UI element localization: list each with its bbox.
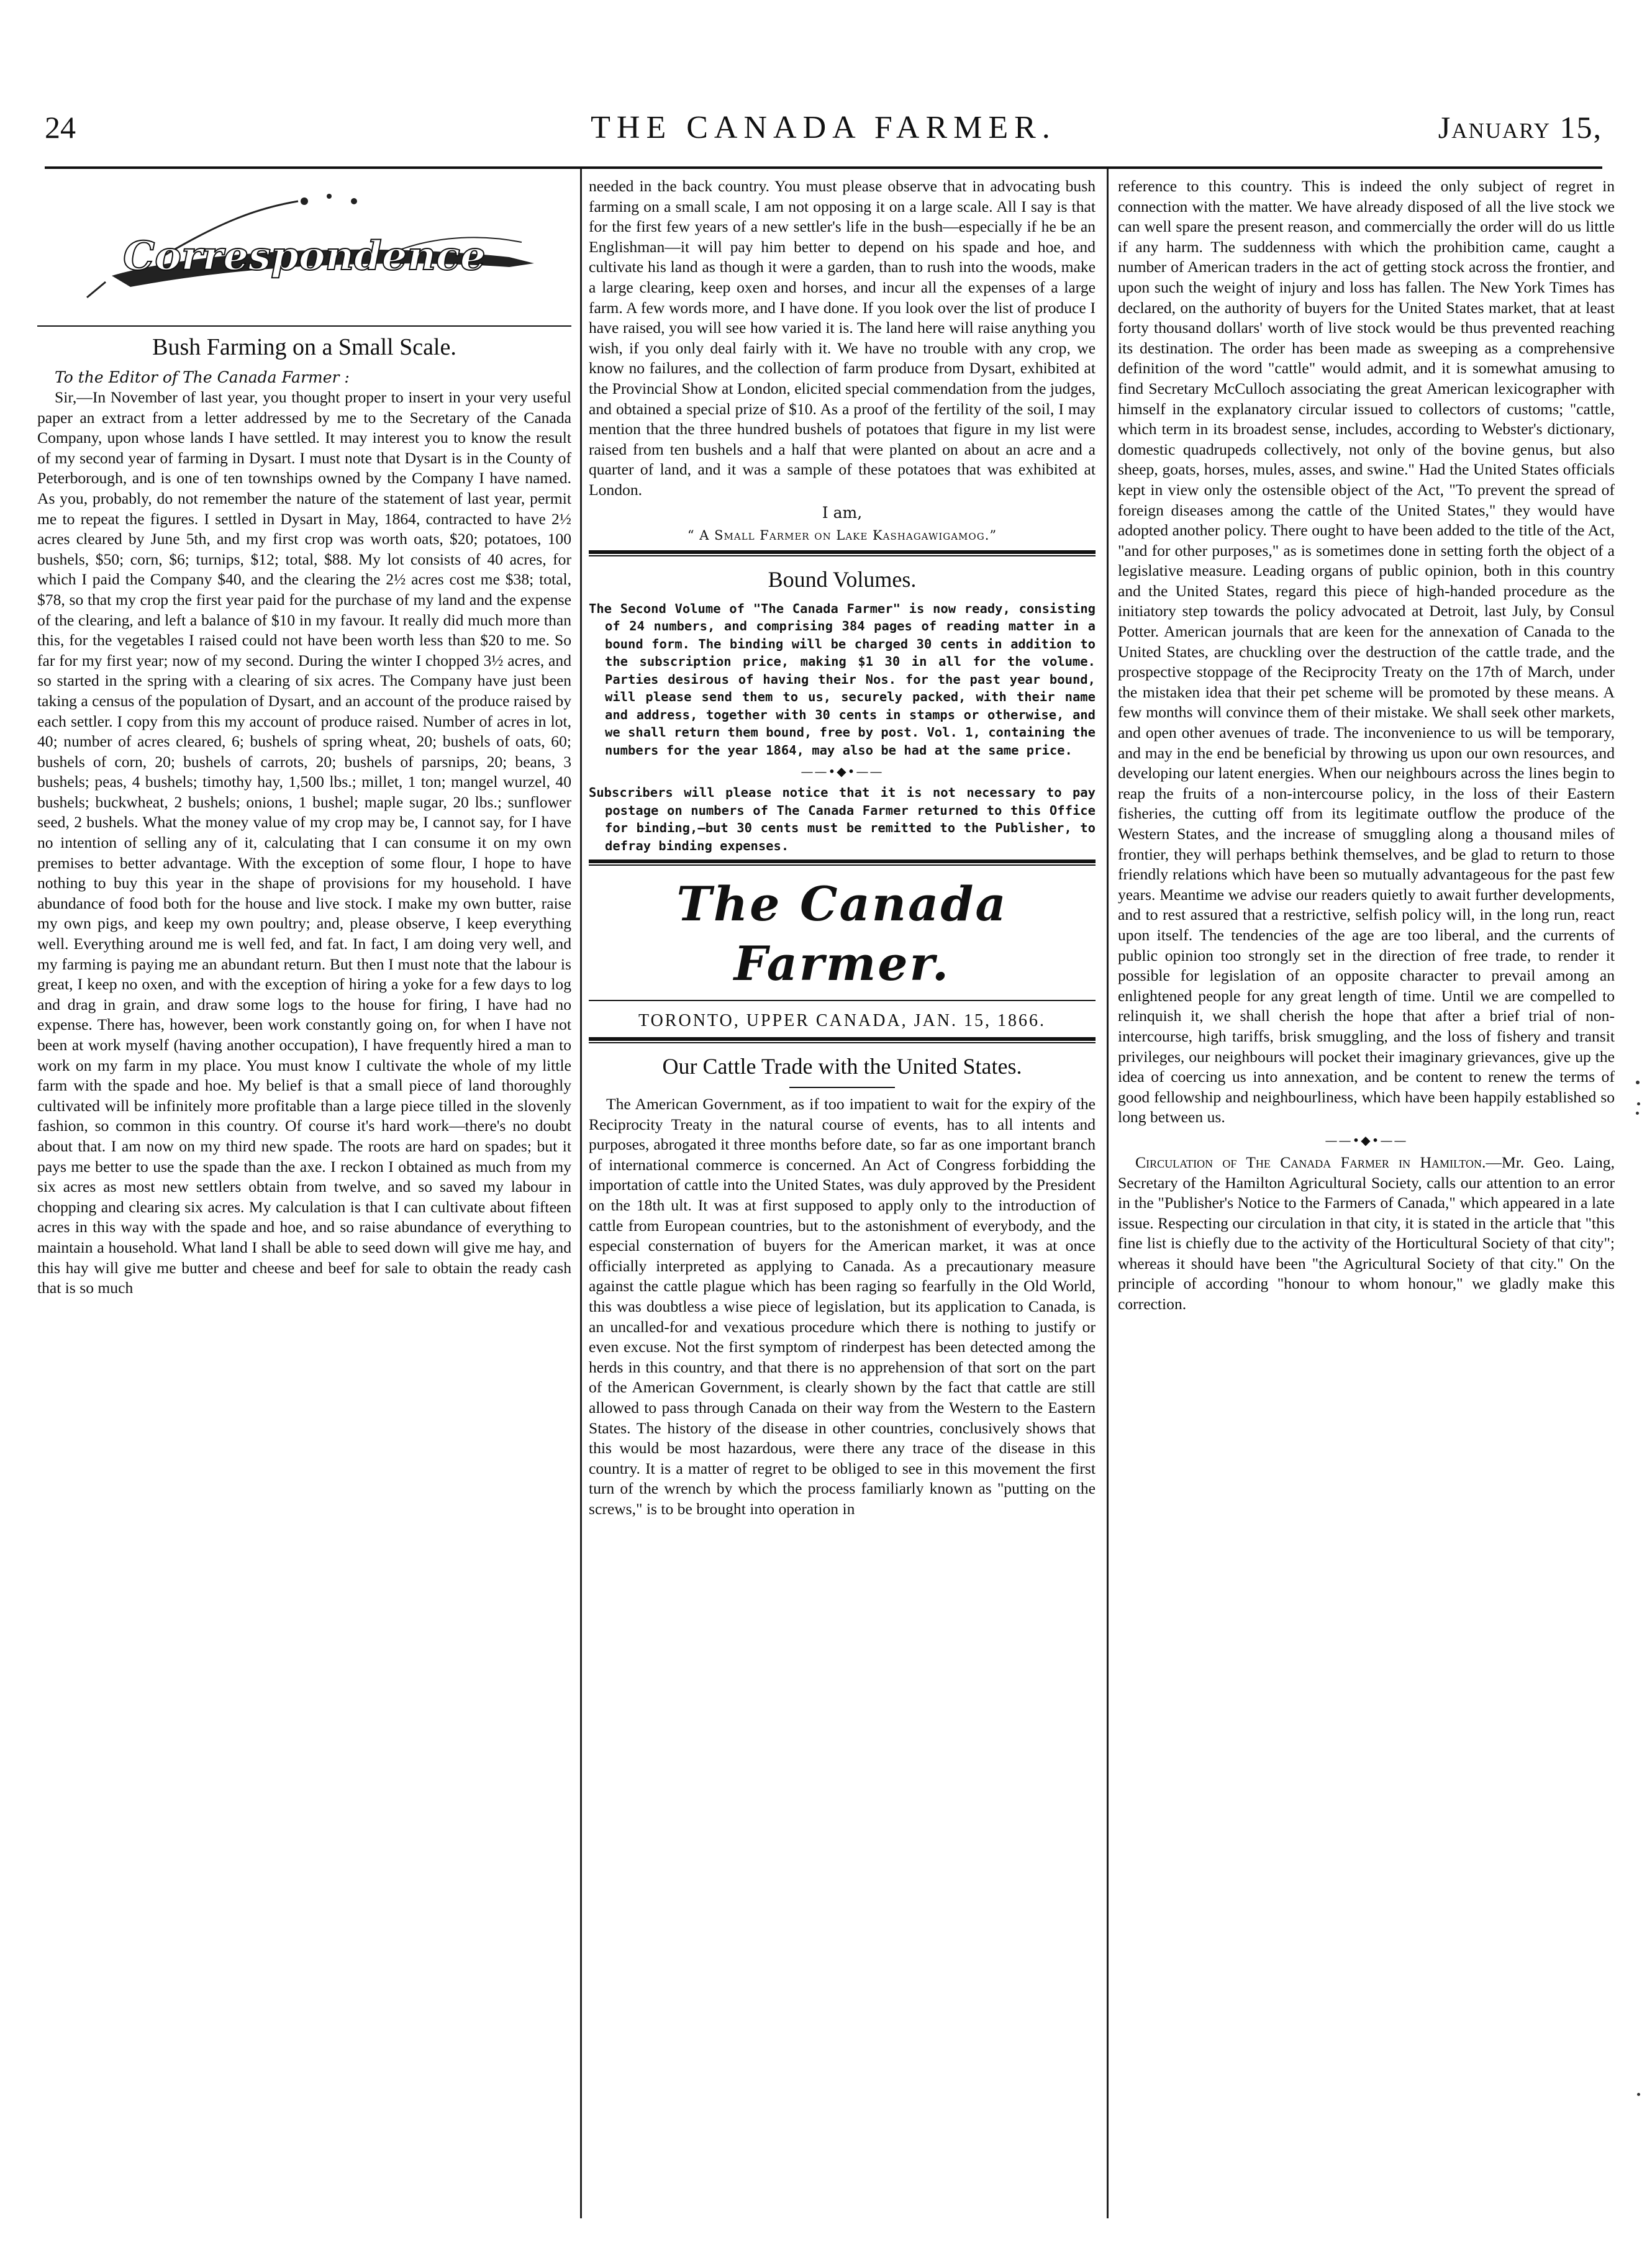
- subscribers-notice-text: Subscribers will please notice that it is not necessary to pay postage on numbers of The Canada Farmer returned to this Office for binding,—but 30 cents must be remitted to the Publisher, to defray binding expenses.: [589, 785, 1096, 853]
- signature-iam: I am,: [822, 503, 863, 522]
- nameplate-rule: [589, 1000, 1096, 1001]
- cattle-trade-body-continued: reference to this country. This is indeed the only subject of regret in connection with the matter. We have already disposed of all the live stock we can well spare the present reason, and commercially the order will do us little if any harm. The suddenness with which the prohibition came, caught a number of American traders in the act of getting stock across the frontier, and upon such the weight of injury and loss has fallen. The New York Times has declared, on the authority of buyers for the United States market, that at least forty thousand dollars' worth of live stock would be thus prevented reaching its destination. The order has been made as sweeping as a comprehensive definition of the word "cattle" would admit, and it is somewhat amusing to find Secretary McCulloch associating the great American lexicographer with himself in the explanatory circular issued to collectors of customs; "cattle, which term in its broadest sense, includes, according to Webster's dictionary, domestic quadrupeds collectively, not only of the bovine genus, but also sheep, goats, horses, mules, asses, and swine." Had the United States officials kept in view only the ostensible object of the Act, "To prevent the spread of foreign diseases among the cattle of the United States," they would have adopted another policy. There ought to have been added to the title of the Act, "and for other purposes," as is sometimes done in setting forth the object of a legislative measure. Leading organs of public opinion, both in this country and the United States, regard this piece of high-handed procedure as the initiatory step towards the policy advocated at Detroit, last July, by Consul Potter. American journals that are keen for the annexation of Canada to the United States, are chuckling over the destruction of the cattle trade, and the prospective stoppage of the Reciprocity Treaty on the 17th of March, under the mistaken idea that their pet scheme will be promoted by these means. A few months will convince them of their mistake. We shall seek other markets, and open other avenues of trade. The inconvenience to us will be temporary, and may in the end be beneficial by throwing us upon our own resources, and developing our latent energies. When our neighbours across the lines begin to reap the fruits of a non-intercourse policy, in the loss of their Eastern fisheries, the cutting off from its legitimate outflow the produce of the Western States, and the increase of smuggling along a thousand miles of frontier, they will perhaps bethink themselves, and be glad to return to those friendly relations which have been so mutually advantageous for the past few years. Meantime we advise our readers quietly to await further developments, and to rest assured that a restrictive, selfish policy will, in the long run, react upon itself. The tendencies of the age are too liberal, and the currents of public opinion too strongly set in the direction of free trade, to render it possible for legislation of an opposite character to prevail among an enlightened people for any great length of time. Until we are compelled to relinquish it, we shall cherish the hope that after a brief trial of non-intercourse, high tariffs, brisk smuggling, and the loss of fishery and transit privileges, our neighbours will pocket their imaginary grievances, give up the idea of coercing us into annexation, and be content to renew the terms of good fellowship and neighbourliness, which have been happily established so long between us.: [1118, 177, 1615, 1127]
- page-number: 24: [45, 110, 76, 145]
- running-header: [45, 109, 1602, 147]
- bound-volumes-notice: [589, 600, 1096, 760]
- signature-name: “ A Small Farmer on Lake Kashagawigamog.”: [687, 527, 997, 543]
- ornament-divider: ——•◆•——: [1325, 1132, 1408, 1148]
- dateline: TORONTO, UPPER CANADA, JAN. 15, 1866.: [638, 1011, 1046, 1030]
- quill-pen-icon: [37, 183, 571, 319]
- bound-notice-text: The Second Volume of "The Canada Farmer" is now ready, consisting of 24 numbers, and comprising 384 pages of reading matter in a bound form. The binding will be charged 30 cents in addition to the subscription price, making $1 30 in all for the volume. Parties desirous of having their Nos. for the past year bound, will please send them to us, securely packed, with their name and address, together with 30 cents in stamps or otherwise, and we shall return them bound, free by post. Vol. 1, containing the numbers for the year 1864, may also be had at the same price.: [589, 601, 1096, 758]
- issue-date: January 15,: [1438, 110, 1602, 145]
- cattle-trade-title: Our Cattle Trade with the United States.: [662, 1054, 1022, 1079]
- section-rule: [37, 325, 571, 327]
- section-rule: [589, 860, 1096, 866]
- column-2: [589, 176, 1096, 2226]
- section-rule: [589, 1037, 1096, 1043]
- circulation-paragraph: [1118, 1153, 1615, 1315]
- section-rule: [589, 550, 1096, 556]
- article-body: Sir,—In November of last year, you thought proper to insert in your very useful paper an extract from a letter addressed by me to the Secretary of the Canada Company, upon whose lands I have settled. It may interest you to know the result of my second year of farming in Dysart. I must note that Dysart is in the County of Peterborough, and is one of ten townships owned by the Company I have named. As you, probably, do not remember the nature of the statement of last year, permit me to repeat the figures. I settled in Dysart in May, 1864, contracted to have 2½ acres cleared by June 5th, and my first crop was worth oats, $20; potatoes, 100 bushels, $50; corn, $6; turnips, $12; total, $88. My lot consists of 40 acres, for which I paid the Company $40, and the clearing the 2½ acres cost me $38; total, $78, so that my crop the first year paid for the purchase of my land and the expense of the clearing, and left a balance of $10 in my favour. It really did much more than this, for the vegetables I raised could not have been worth less than $20 to me. So far for my first year; now of my second. During the winter I chopped 3½ acres, and so started in the spring with a clearing of six acres. The Company have just been taking a census of the population of Dysart, and an account of the produce raised by each settler. I copy from this my account of produce raised. Number of acres in lot, 40; number of acres cleared, 6; bushels of spring wheat, 20; bushels of oats, 60; bushels of corn, 20; bushels of carrots, 20; bushels of parsnips, 20; beans, 3 bushels; peas, 4 bushels; timothy hay, 1,500 lbs.; millet, 1 ton; mangel wurzel, 40 bushels; buckwheat, 2 bushels; onions, 1 bushel; maple sugar, 20 lbs.; sunflower seed, 2 bushels. What the money value of my crop may be, I cannot say, for I have no intention of selling any of it, calculating that I can consume it on my own premises to better advantage. With the exception of some flour, I hope to have nothing to buy this year in the shape of provisions for my household. I have abundance of food both for the house and live stock. I make my own butter, raise my own pigs, and keep my own poultry; and, please observe, I keep everything well. Everything around me is well fed, and fat. In fact, I am doing very well, and my farming is paying me an abundant return. But then I must note that the labour is great, I keep no oxen, and with the exception of hiring a yoke for a few days to log and drag in grain, and draw some logs to the house for firing, I have had no expense. There has, however, been work constantly going on, for when I have not been at work myself (having another occupation), I have frequently hired a man to work on my farm in my place. You must know I cultivate the whole of my little farm with the spade and hoe. My belief is that a small piece of land thoroughly cultivated will be infinitely more profitable than a large piece tilled in the slovenly fashion, so common in this country. Of course it's hard work—there's no doubt about that. I am now on my third new spade. The roots are hard on spades; but it pays me better to use the spade than the axe. I reckon I obtained as much from my six acres as most new settlers obtain from twelve, and so saved my labour in chopping and clearing six acres. My calculation is that I can cultivate about fifteen acres in this way with the spade and hoe, and so raise abundance of everything to maintain a household. What land I shall be able to seed down will give me hay, and this hay will give me butter and cheese and beef for sale to obtain the ready cash that is so much: [37, 388, 571, 1297]
- column-rule-1: [580, 169, 582, 2218]
- circulation-lead: Circulation of The Canada Farmer in Hamilton.: [1135, 1153, 1486, 1171]
- subscribers-notice: [589, 784, 1096, 855]
- ornament-divider: ——•◆•——: [801, 764, 884, 779]
- print-speck: [1637, 1102, 1640, 1105]
- circulation-text: —Mr. Geo. Laing, Secretary of the Hamilton Agricultural Society, calls our attention to an error in the "Publisher's Notice to the Farmers of Canada," which appeared in a late issue. Respecting our circulation in that city, it is stated in the article that "this fine list is chiefly due to the activity of the Horticultural Society of that city"; whereas it should have been "the Agricultural Society of that city." On the principle of according "honour to whom honour," we gladly make this correction.: [1118, 1153, 1615, 1313]
- bound-volumes-title: Bound Volumes.: [768, 566, 917, 592]
- correspondence-banner: [37, 183, 571, 319]
- cattle-trade-body: The American Government, as if too impatient to wait for the expiry of the Reciprocity Treaty in the natural course of events, has to all intents and purposes, abrogated it three months before date, so far as one important branch of international commerce is concerned. An Act of Congress forbidding the importation of cattle into the United States, was duly approved by the President on the 18th ult. It was at first supposed to apply only to the introduction of cattle from European countries, but to the astonishment of everybody, and the especial consternation of buyers for the American market, it was at once officially interpreted as applying to Canada. As a precautionary measure against the cattle plague which has been raging so fearfully in the Old World, this was doubtless a wise piece of legislation, but its application to Canada, is an uncalled-for and vexatious procedure which there is nothing to justify or even excuse. Not the first symptom of rinderpest has been detected among the herds in this country, and that there is no apprehension of that sort on the part of the American Government, is clearly shown by the fact that cattle are still allowed to pass through Canada on their way from the Western to the Eastern States. The history of the disease in other countries, conclusively shows that this would be most hazardous, were there any trace of the disease in this country. It is a matter of regret to be obliged to see in this movement the first turn of the wrench by which the process familiarly known as "putting on the screws," is to be brought into operation in: [589, 1095, 1096, 1518]
- column-1: [37, 176, 571, 2226]
- correspondence-title: Correspondence: [123, 233, 486, 279]
- running-title: THE CANADA FARMER.: [591, 110, 1056, 145]
- print-speck: [1636, 1081, 1640, 1084]
- nameplate: The Canada Farmer.: [676, 876, 1008, 991]
- column-rule-2: [1107, 169, 1109, 2218]
- article-title: Bush Farming on a Small Scale.: [152, 334, 456, 360]
- salutation: To the Editor of The Canada Farmer :: [55, 368, 350, 386]
- column-3: [1118, 176, 1615, 2226]
- print-speck: [1636, 1112, 1639, 1115]
- article-body-continued: needed in the back country. You must please observe that in advocating bush farming on a small scale, I am not opposing it on a large scale. All I say is that for the first few years of a new settler's life in the bush—especially if he be an Englishman—it will pay him better to depend on his spade and hoe, and cultivate his land as though it were a garden, than to rush into the woods, make a large clearing, keep oxen and horses, and incur all the expenses of a large farm. A few words more, and I have done. If you look over the list of produce I have raised, you will see how varied it is. The land here will raise anything you wish, if you only deal fairly with it. We have no trouble with any crop, we know no failures, and the collection of farm produce from Dysart, exhibited at the Provincial Show at London, elicited special commendation from the judges, and obtained a special prize of $10. As a proof of the fertility of the soil, I may mention that the three hundred bushels of potatoes that figure in my list were raised from ten bushels and a half that were planted on about an acre and a quarter of land, and it was a sample of these potatoes that was exhibited at London.: [589, 177, 1096, 499]
- print-speck: [1637, 2093, 1640, 2096]
- short-rule: [789, 1087, 895, 1088]
- header-rule: [45, 166, 1602, 169]
